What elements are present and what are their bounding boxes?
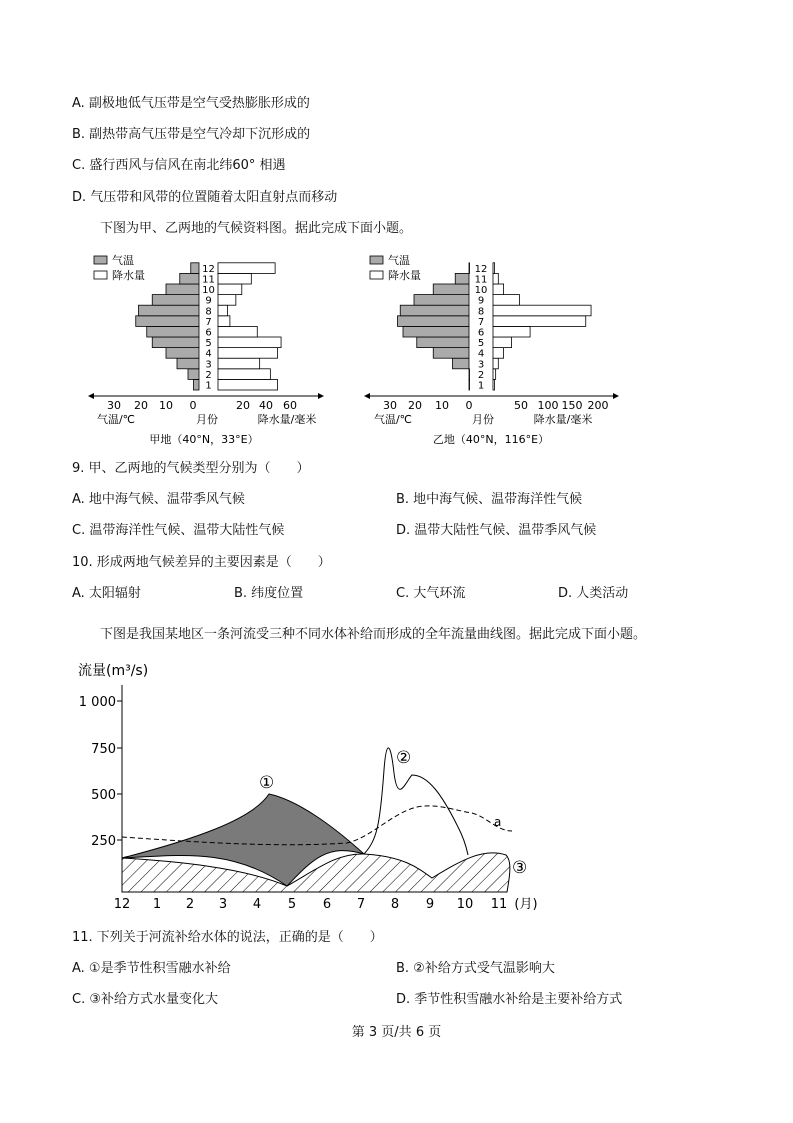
flow-x-tick-1: 1 [152,897,162,912]
jia-precip-bar-12 [218,263,275,274]
jia-precip-tick-20: 20 [236,399,250,412]
yi-precip-bar-7 [493,316,586,327]
jia-precip-bar-10 [218,284,242,295]
q11-option-b: B. ②补给方式受气温影响大 [396,961,555,976]
yi-precip-tick-100: 100 [537,399,559,412]
flow-x-tick-3: 3 [218,897,228,912]
q11-option-d: D. 季节性积雪融水补给是主要补给方式 [396,992,623,1007]
q9-option-b: B. 地中海气候、温带海洋性气候 [396,492,583,507]
yi-month-label-9: 9 [477,295,485,307]
yi-month-label-6: 6 [477,327,485,339]
jia-temp-axis-label: 气温/℃ [96,413,136,426]
flow-y-axis-label: 流量(m³/s) [78,663,149,679]
q10-option-d: D. 人类活动 [558,586,629,601]
jia-temp-bar-9 [152,295,199,306]
yi-month-label-10: 10 [474,285,488,297]
yi-precip-bar-1 [493,379,495,390]
yi-precip-bar-6 [493,326,530,337]
yi-axis-arrow-right [613,393,619,399]
yi-legend-precip: 降水量 [388,269,421,282]
flow-y-tick-500: 500 [91,788,116,803]
jia-temp-bar-7 [136,316,199,327]
jia-temp-bar-11 [180,273,199,284]
yi-precip-bar-5 [493,337,512,348]
flow-x-tick-11: 11 [490,897,508,912]
yi-caption: 乙地（40°N，116°E） [432,433,550,446]
yi-temp-tick-20: 20 [408,399,422,412]
yi-temp-bar-8 [400,305,469,316]
yi-temp-tick-30: 30 [383,399,397,412]
climate-charts-figure [80,245,640,450]
yi-temp-bar-1 [469,379,470,390]
jia-precip-tick-60: 60 [283,399,297,412]
q11-stem: 11. 下列关于河流补给水体的说法，正确的是（ ） [72,930,383,945]
q10-option-c: C. 大气环流 [396,586,466,601]
yi-month-label-8: 8 [477,306,485,318]
jia-legend-temp: 气温 [112,254,134,267]
q10-option-a: A. 太阳辐射 [72,586,141,601]
yi-temp-bar-4 [433,348,469,359]
jia-precip-bar-5 [218,337,281,348]
jia-temp-tick-20: 20 [134,399,148,412]
jia-month-label-11: 11 [202,274,215,286]
yi-temp-bar-7 [398,316,470,327]
jia-precip-bar-4 [218,348,278,359]
yi-precip-bar-10 [493,284,504,295]
yi-precip-bar-3 [493,358,498,369]
yi-bars [398,263,592,392]
yi-temp-bar-11 [455,273,469,284]
q11-option-a: A. ①是季节性积雪融水补给 [72,961,231,976]
jia-bars [136,263,281,392]
yi-month-label-7: 7 [477,316,485,328]
q8-option-d: D. 气压带和风带的位置随着太阳直射点而移动 [72,190,338,205]
yi-temp-tick-10: 10 [435,399,449,412]
flow-label-2: ② [396,748,412,768]
yi-precip-bar-8 [493,305,591,316]
flow-label-a: a [494,815,502,829]
jia-temp-tick-30: 30 [107,399,121,412]
jia-month-label-4: 4 [205,348,212,360]
jia-precip-tick-40: 40 [259,399,273,412]
q9-option-c: C. 温带海洋性气候、温带大陆性气候 [72,523,285,538]
jia-temp-bar-2 [188,369,199,380]
q8-option-b: B. 副热带高气压带是空气冷却下沉形成的 [72,127,311,142]
yi-precip-axis-label: 降水量/毫米 [533,413,593,426]
yi-temp-bar-10 [433,284,469,295]
jia-month-label-10: 10 [202,285,215,297]
yi-precip-tick-50: 50 [514,399,528,412]
yi-temp-tick-0: 0 [465,399,473,412]
jia-month-label-7: 7 [205,316,212,328]
flow-x-tick-5: 5 [287,897,297,912]
q9-option-d: D. 温带大陆性气候、温带季风气候 [396,523,597,538]
yi-precip-bar-9 [493,295,520,306]
jia-month-label-1: 1 [205,380,212,392]
jia-month-label-6: 6 [205,327,212,339]
yi-month-label-4: 4 [477,348,485,360]
yi-legend-temp: 气温 [388,254,410,267]
jia-temp-tick-0: 0 [189,399,197,412]
yi-month-label-1: 1 [477,380,485,392]
q11-option-c: C. ③补给方式水量变化大 [72,992,218,1007]
jia-temp-bar-5 [152,337,199,348]
flow-curve-2 [364,748,468,855]
jia-legend-precip: 降水量 [112,269,145,282]
yi-month-axis-label: 月份 [472,413,494,426]
yi-temp-bar-6 [403,326,469,337]
flow-y-tick-1000: 1 000 [78,695,116,710]
yi-precip-bar-11 [493,273,498,284]
jia-temp-tick-10: 10 [159,399,173,412]
jia-temp-bar-12 [191,263,199,274]
flow-label-1: ① [259,773,275,793]
yi-temp-bar-3 [453,358,470,369]
flow-x-tick-4: 4 [252,897,262,912]
river-flow-figure [72,655,552,920]
jia-month-label-2: 2 [205,369,212,381]
q8-option-a: A. 副极地低气压带是空气受热膨胀形成的 [72,96,310,111]
jia-temp-bar-6 [147,326,199,337]
jia-precip-bar-6 [218,326,257,337]
intro-climate-charts: 下图为甲、乙两地的气候资料图。据此完成下面小题。 [100,221,413,236]
jia-temp-bar-10 [166,284,199,295]
jia-axis-arrow-right [318,393,324,399]
jia-temp-bar-3 [177,358,199,369]
flow-x-tick-10: 10 [456,897,474,912]
jia-precip-bar-9 [218,295,236,306]
jia-month-axis-label: 月份 [196,413,218,426]
yi-temp-bar-12 [469,263,470,274]
jia-precip-bar-11 [218,273,251,284]
q8-option-c: C. 盛行西风与信风在南北纬60° 相遇 [72,158,286,173]
jia-caption: 甲地（40°N，33°E） [149,433,259,446]
yi-precip-bar-2 [493,369,496,380]
page-footer: 第 3 页/共 6 页 [351,1025,442,1040]
yi-axis-arrow-left [364,393,370,399]
yi-precip-tick-150: 150 [561,399,583,412]
jia-temp-bar-8 [139,305,200,316]
yi-month-label-12: 12 [474,263,488,275]
jia-legend-precip-swatch [94,271,107,279]
jia-axis-arrow-left [88,393,94,399]
yi-month-label-3: 3 [477,359,485,371]
flow-label-3: ③ [512,858,528,878]
q10-stem: 10. 形成两地气候差异的主要因素是（ ） [72,555,331,570]
yi-month-label-5: 5 [477,338,485,350]
flow-x-tick-12: 12 [113,897,131,912]
flow-x-tick-2: 2 [185,897,195,912]
q9-stem: 9. 甲、乙两地的气候类型分别为（ ） [72,461,310,476]
jia-month-label-8: 8 [205,306,212,318]
yi-precip-bar-12 [493,263,495,274]
yi-temp-axis-label: 气温/℃ [373,413,413,426]
jia-month-label-3: 3 [205,359,212,371]
jia-precip-bar-2 [218,369,270,380]
yi-month-label-2: 2 [477,369,485,381]
jia-precip-bar-3 [218,358,260,369]
jia-precip-bar-1 [218,379,278,390]
yi-legend-precip-swatch [370,271,383,279]
flow-y-tick-250: 250 [91,834,116,849]
jia-month-label-5: 5 [205,338,212,350]
yi-precip-bar-4 [493,348,504,359]
yi-temp-bar-5 [417,337,469,348]
flow-x-unit: (月) [514,897,538,912]
jia-temp-bar-4 [166,348,199,359]
flow-x-tick-9: 9 [425,897,435,912]
flow-x-tick-8: 8 [390,897,400,912]
flow-y-tick-750: 750 [91,742,116,757]
yi-temp-bar-9 [414,295,469,306]
jia-month-label-12: 12 [202,263,215,275]
jia-temp-bar-1 [194,379,200,390]
yi-month-label-11: 11 [474,274,488,286]
jia-precip-bar-7 [218,316,230,327]
flow-x-tick-7: 7 [356,897,366,912]
intro-flow-chart: 下图是我国某地区一条河流受三种不同水体补给而形成的全年流量曲线图。据此完成下面小题。 [100,627,647,642]
jia-precip-axis-label: 降水量/毫米 [257,413,317,426]
q9-option-a: A. 地中海气候、温带季风气候 [72,492,245,507]
flow-x-tick-6: 6 [322,897,332,912]
jia-precip-bar-8 [218,305,228,316]
jia-legend-temp-swatch [94,256,107,264]
yi-legend-temp-swatch [370,256,383,264]
jia-month-label-9: 9 [205,295,212,307]
q10-option-b: B. 纬度位置 [234,586,304,601]
yi-temp-bar-2 [469,369,470,380]
yi-precip-tick-200: 200 [587,399,609,412]
